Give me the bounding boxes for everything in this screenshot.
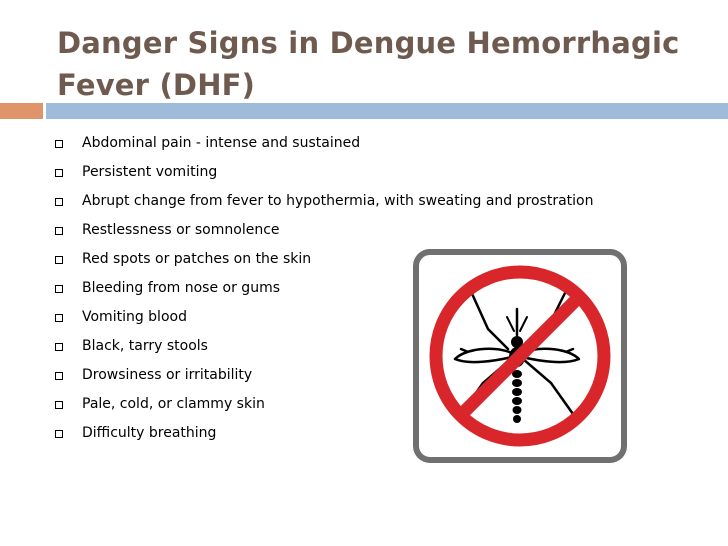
- bullet-text: Vomiting blood: [82, 309, 187, 325]
- square-bullet-icon: [55, 140, 63, 148]
- no-mosquito-sign-icon: [413, 249, 627, 463]
- square-bullet-icon: [55, 314, 63, 322]
- list-item: [54, 133, 593, 162]
- square-bullet-icon: [55, 256, 63, 264]
- bullet-text: Persistent vomiting: [82, 164, 218, 180]
- bullet-text: Red spots or patches on the skin: [82, 251, 312, 267]
- square-bullet-icon: [55, 198, 63, 206]
- slide-title: [57, 22, 697, 106]
- square-bullet-icon: [55, 372, 63, 380]
- list-item: [54, 220, 593, 249]
- accent-bar-orange: [0, 103, 43, 119]
- bullet-text: Drowsiness or irritability: [82, 367, 253, 383]
- square-bullet-icon: [55, 343, 63, 351]
- title-line-1: Danger Signs in Dengue Hemorrhagic: [57, 26, 680, 60]
- bullet-text: Restlessness or somnolence: [82, 222, 280, 238]
- bullet-text: Bleeding from nose or gums: [82, 280, 280, 296]
- bullet-text: Pale, cold, or clammy skin: [82, 396, 265, 412]
- square-bullet-icon: [55, 430, 63, 438]
- bullet-text: Black, tarry stools: [82, 338, 208, 354]
- accent-bar-blue: [46, 103, 728, 119]
- bullet-text: Abrupt change from fever to hypothermia, with sweating and prostration: [82, 193, 594, 209]
- bullet-text: Difficulty breathing: [82, 425, 217, 441]
- list-item: [54, 191, 593, 220]
- square-bullet-icon: [55, 169, 63, 177]
- square-bullet-icon: [55, 227, 63, 235]
- title-line-2: Fever (DHF): [57, 68, 256, 102]
- list-item: [54, 162, 593, 191]
- bullet-text: Abdominal pain - intense and sustained: [82, 135, 361, 151]
- square-bullet-icon: [55, 401, 63, 409]
- square-bullet-icon: [55, 285, 63, 293]
